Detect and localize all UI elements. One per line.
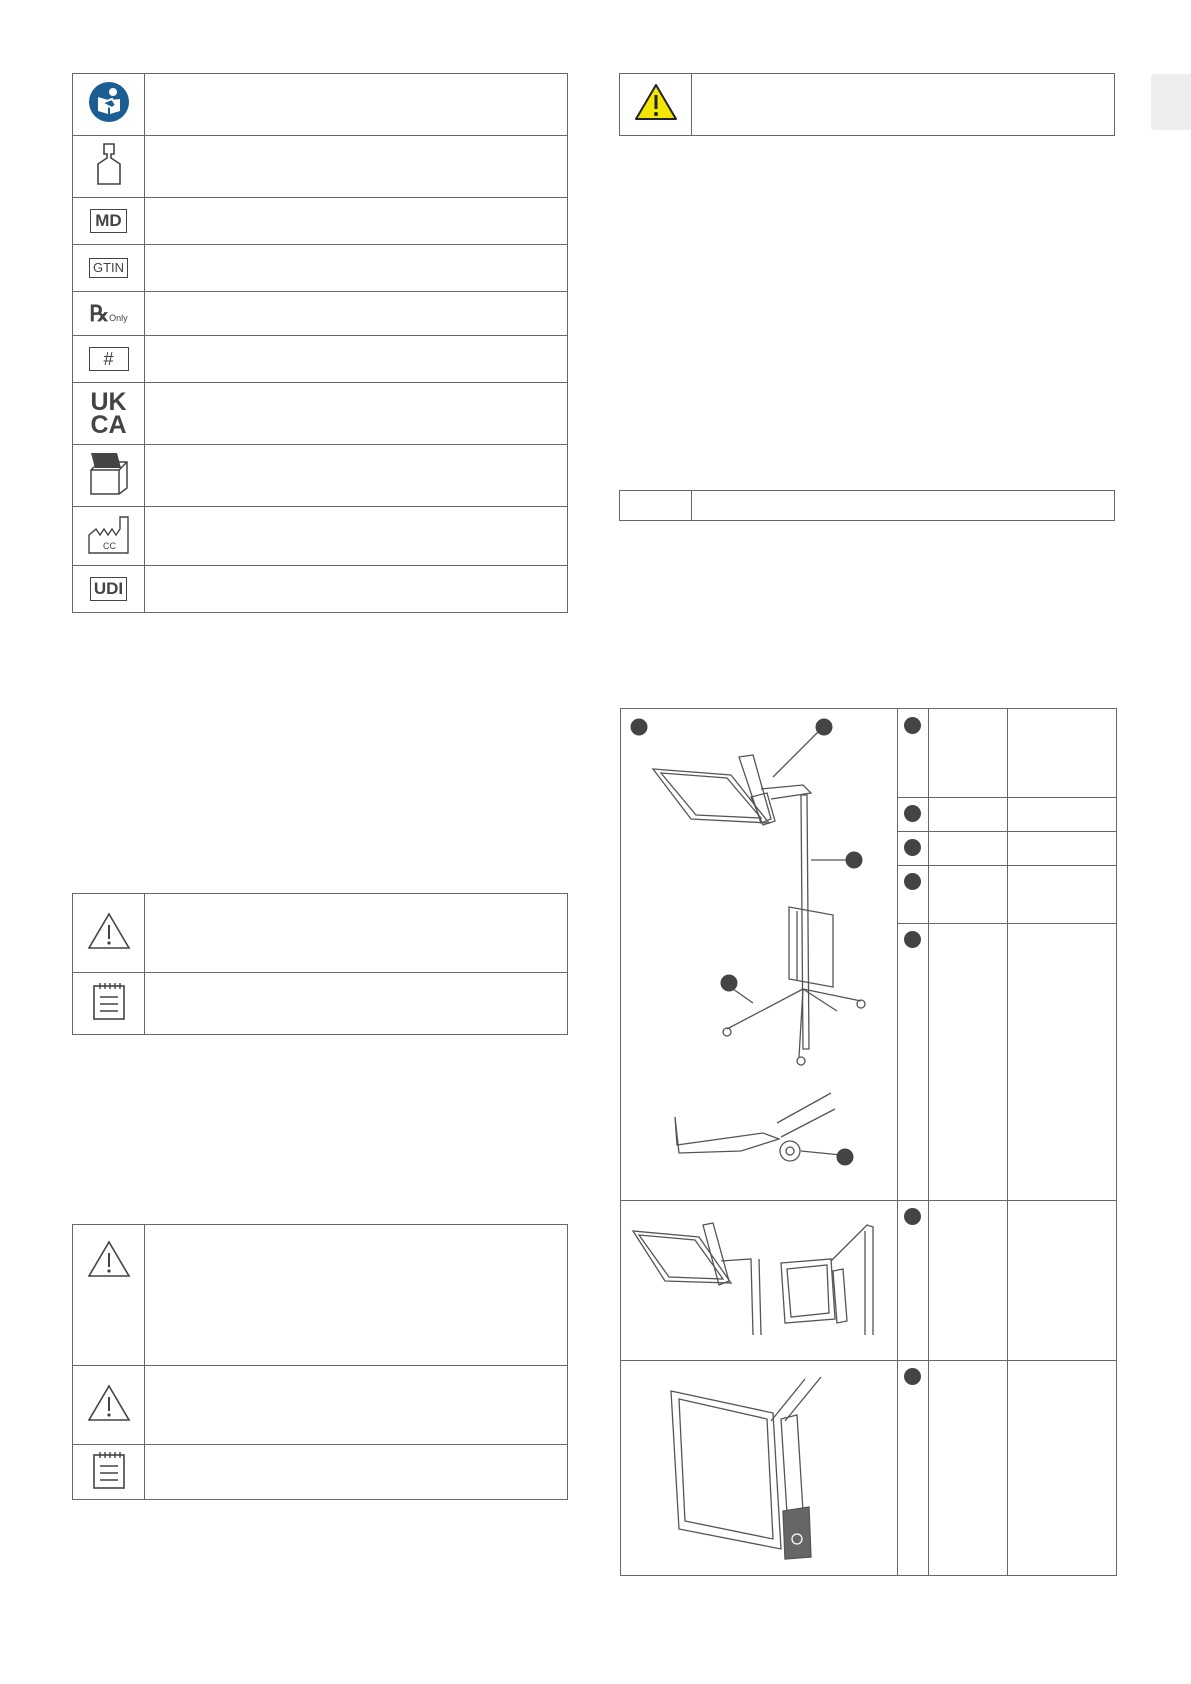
row-divider [897, 797, 1116, 798]
page-tab-marker [1151, 74, 1191, 130]
md-badge: MD [90, 209, 126, 233]
symbol-description [145, 507, 568, 566]
warning-box [619, 73, 1115, 136]
row-divider [897, 831, 1116, 832]
table-row [73, 894, 568, 973]
note-icon [73, 973, 145, 1035]
callout-marker [904, 1208, 921, 1225]
small-table [619, 490, 1115, 521]
column-divider [928, 709, 929, 1575]
table-row [73, 1445, 568, 1500]
caution-icon [73, 894, 145, 973]
table-row [620, 491, 1115, 521]
notice-text [145, 1366, 568, 1445]
number-icon [73, 336, 145, 383]
table-row [620, 74, 1115, 136]
row-divider [897, 923, 1116, 924]
symbol-description [145, 245, 568, 292]
figure-table [620, 708, 1117, 1576]
small-table-cell [692, 491, 1115, 521]
table-row [73, 973, 568, 1035]
cc-label: CC [102, 540, 116, 551]
caution-icon [73, 1366, 145, 1445]
number-badge: # [89, 347, 129, 371]
cart-stand-illustration [621, 709, 897, 1200]
country-of-manufacture-icon [73, 507, 145, 566]
notice-table [72, 893, 568, 1035]
gtin-icon [73, 245, 145, 292]
notice-text [145, 1225, 568, 1366]
table-row [73, 74, 568, 136]
symbol-description [145, 445, 568, 507]
symbol-description [145, 74, 568, 136]
warning-icon [620, 74, 692, 136]
notice-text [145, 1445, 568, 1500]
table-row [73, 292, 568, 336]
column-divider [897, 709, 898, 1575]
note-icon [73, 1445, 145, 1500]
table-row [73, 136, 568, 198]
symbol-description [145, 336, 568, 383]
callout-marker [904, 873, 921, 890]
table-row [73, 336, 568, 383]
ukca-badge: UK CA [90, 387, 127, 439]
callout-marker [904, 839, 921, 856]
package-icon [73, 445, 145, 507]
table-row [73, 198, 568, 245]
notice-table [72, 1224, 568, 1500]
notice-text [145, 894, 568, 973]
symbol-description [145, 383, 568, 445]
column-divider [1007, 709, 1008, 1575]
table-row [73, 245, 568, 292]
symbol-description [145, 292, 568, 336]
warning-text [692, 74, 1115, 136]
notice-text [145, 973, 568, 1035]
symbol-description [145, 198, 568, 245]
row-divider [897, 865, 1116, 866]
callout-marker [904, 931, 921, 948]
table-row [73, 566, 568, 613]
medical-device-icon [73, 198, 145, 245]
consult-instructions-icon [73, 74, 145, 136]
rx-only-icon: ℞Only [73, 292, 145, 336]
symbol-description [145, 566, 568, 613]
rx-only-label: Only [109, 312, 128, 323]
symbol-description [145, 136, 568, 198]
monitor-closeup-illustration [621, 1361, 897, 1575]
callout-marker [904, 717, 921, 734]
table-row [73, 507, 568, 566]
callout-marker [904, 805, 921, 822]
callout-marker [904, 1368, 921, 1385]
udi-badge: UDI [90, 577, 127, 601]
caution-icon [73, 1225, 145, 1366]
small-table-cell [620, 491, 692, 521]
monitor-positions-illustration [621, 1201, 897, 1359]
table-row [73, 445, 568, 507]
ukca-mark-icon [73, 383, 145, 445]
table-row [73, 1225, 568, 1366]
table-row [73, 383, 568, 445]
unit-weight-icon [73, 136, 145, 198]
symbol-table [72, 73, 568, 613]
table-row [73, 1366, 568, 1445]
gtin-badge: GTIN [89, 258, 128, 278]
udi-icon [73, 566, 145, 613]
